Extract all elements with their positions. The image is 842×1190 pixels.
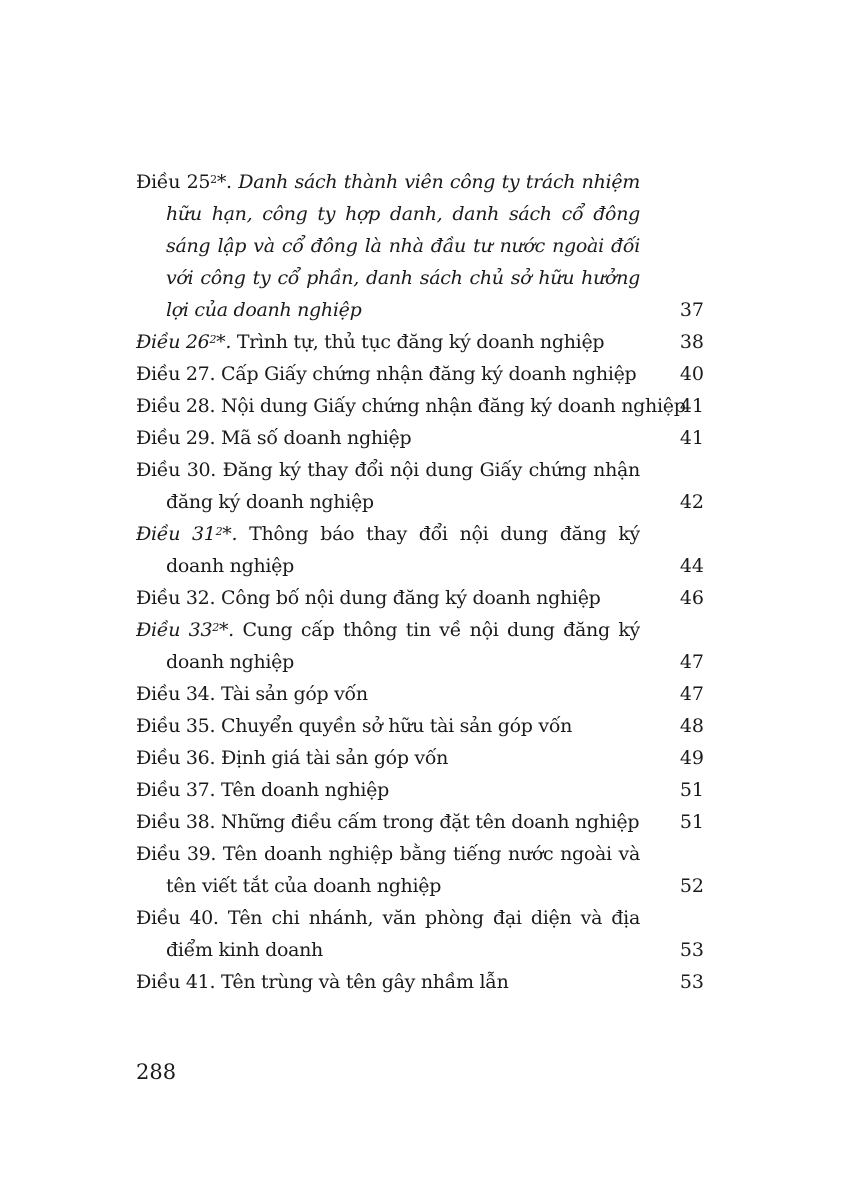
article-title: Cung cấp thông tin về nội dung đăng ký	[242, 619, 640, 641]
article-suffix: *.	[222, 523, 238, 545]
toc-entry	[136, 966, 704, 998]
article-label	[136, 395, 215, 417]
article-suffix: *.	[216, 171, 232, 193]
article-number: Điều 39.	[136, 843, 217, 865]
article-label	[136, 779, 215, 801]
article-title: Trình tự, thủ tục đăng ký doanh nghiệp	[236, 331, 605, 353]
article-label	[136, 747, 215, 769]
toc-entry-line	[136, 262, 640, 294]
table-of-contents	[136, 166, 704, 998]
toc-page-number: 44	[679, 555, 704, 577]
toc-entry-line	[136, 390, 704, 422]
toc-page-number: 52	[679, 875, 704, 897]
toc-page-number: 51	[679, 779, 704, 801]
article-title: doanh nghiệp	[166, 651, 294, 673]
article-title: doanh nghiệp	[166, 555, 294, 577]
article-number: Điều 41.	[136, 971, 216, 993]
toc-entry-line	[136, 294, 704, 326]
toc-entry	[136, 390, 704, 422]
article-title: Tên doanh nghiệp	[220, 779, 389, 801]
toc-entry-line	[136, 870, 704, 902]
toc-page-number: 46	[679, 587, 704, 609]
article-number: Điều 25	[136, 171, 211, 193]
toc-page-number: 38	[679, 331, 704, 353]
toc-entry-line	[136, 582, 704, 614]
article-label	[136, 459, 216, 481]
article-superscript: 2	[212, 621, 219, 634]
article-title: Nội dung Giấy chứng nhận đăng ký doanh nghiệp	[220, 395, 686, 417]
article-number: Điều 27.	[136, 363, 216, 385]
article-number: Điều 29.	[136, 427, 216, 449]
toc-page-number: 37	[679, 299, 704, 321]
toc-page-number: 48	[679, 715, 704, 737]
article-superscript: 2	[210, 173, 217, 186]
article-label	[136, 683, 215, 705]
toc-entry-line	[136, 678, 704, 710]
toc-entry-line	[136, 230, 640, 262]
toc-page-number: 51	[679, 811, 704, 833]
article-label	[136, 427, 215, 449]
toc-entry-line	[136, 422, 704, 454]
article-number: Điều 35.	[136, 715, 216, 737]
article-title: sáng lập và cổ đông là nhà đầu tư nước ngoài đối	[166, 235, 640, 257]
article-label	[136, 587, 215, 609]
article-label	[136, 715, 215, 737]
toc-entry	[136, 614, 704, 678]
article-label	[136, 971, 215, 993]
toc-entry	[136, 582, 704, 614]
article-title: Tài sản góp vốn	[220, 683, 368, 705]
article-number: Điều 32.	[136, 587, 216, 609]
article-title: hữu hạn, công ty hợp danh, danh sách cổ đông	[166, 203, 640, 225]
page-number: 288	[136, 1060, 177, 1084]
toc-entry-line	[136, 838, 640, 870]
article-label	[136, 171, 232, 193]
toc-page-number: 47	[679, 683, 704, 705]
toc-entry	[136, 742, 704, 774]
toc-page-number: 53	[679, 971, 704, 993]
article-suffix: *.	[216, 331, 232, 353]
toc-entry	[136, 326, 704, 358]
article-number: Điều 30.	[136, 459, 217, 481]
article-label	[136, 331, 231, 353]
article-title: Mã số doanh nghiệp	[220, 427, 412, 449]
article-number: Điều 37.	[136, 779, 216, 801]
toc-entry	[136, 166, 704, 326]
article-number: Điều 28.	[136, 395, 216, 417]
article-title: Tên doanh nghiệp bằng tiếng nước ngoài và	[222, 843, 640, 865]
toc-entry	[136, 422, 704, 454]
article-label	[136, 523, 237, 545]
toc-entry-line	[136, 358, 704, 390]
article-title: Cấp Giấy chứng nhận đăng ký doanh nghiệp	[220, 363, 637, 385]
article-title: Danh sách thành viên công ty trách nhiệm	[238, 171, 640, 193]
toc-entry-line	[136, 326, 704, 358]
toc-page-number: 53	[679, 939, 704, 961]
article-title: Tên chi nhánh, văn phòng đại diện và địa	[227, 907, 640, 929]
article-label	[136, 811, 215, 833]
toc-entry	[136, 838, 704, 902]
article-title: lợi của doanh nghiệp	[166, 299, 362, 321]
article-title: điểm kinh doanh	[166, 939, 323, 961]
article-suffix: *.	[218, 619, 234, 641]
toc-entry-line	[136, 486, 704, 518]
article-number: Điều 40.	[136, 907, 219, 929]
article-number: Điều 38.	[136, 811, 216, 833]
toc-entry-line	[136, 550, 704, 582]
toc-entry-line	[136, 614, 640, 646]
article-title: Đăng ký thay đổi nội dung Giấy chứng nhận	[222, 459, 640, 481]
toc-entry	[136, 678, 704, 710]
article-number: Điều 34.	[136, 683, 216, 705]
toc-entry	[136, 518, 704, 582]
toc-entry-line	[136, 518, 640, 550]
article-title: với công ty cổ phần, danh sách chủ sở hữu hưởng	[166, 267, 640, 289]
toc-entry	[136, 454, 704, 518]
toc-entry-line	[136, 646, 704, 678]
toc-entry-line	[136, 774, 704, 806]
article-number: Điều 26	[136, 331, 210, 353]
toc-entry	[136, 902, 704, 966]
article-number: Điều 36.	[136, 747, 216, 769]
article-title: đăng ký doanh nghiệp	[166, 491, 374, 513]
toc-entry	[136, 806, 704, 838]
article-title: Định giá tài sản góp vốn	[220, 747, 449, 769]
toc-entry	[136, 774, 704, 806]
toc-page-number: 41	[679, 427, 704, 449]
article-title: Chuyển quyền sở hữu tài sản góp vốn	[220, 715, 573, 737]
article-title: Công bố nội dung đăng ký doanh nghiệp	[220, 587, 601, 609]
toc-entry	[136, 358, 704, 390]
toc-entry-line	[136, 710, 704, 742]
toc-page-number: 47	[679, 651, 704, 673]
toc-entry	[136, 710, 704, 742]
article-superscript: 2	[215, 525, 223, 538]
toc-page-number: 49	[679, 747, 704, 769]
article-label	[136, 363, 215, 385]
toc-page-number: 41	[679, 395, 704, 417]
toc-entry-line	[136, 742, 704, 774]
toc-page-number: 42	[679, 491, 704, 513]
toc-entry-line	[136, 166, 640, 198]
article-label	[136, 907, 219, 929]
toc-entry-line	[136, 902, 640, 934]
article-superscript: 2	[209, 333, 217, 346]
article-label	[136, 619, 234, 641]
article-title: tên viết tắt của doanh nghiệp	[166, 875, 442, 897]
toc-entry-line	[136, 966, 704, 998]
article-number: Điều 31	[136, 523, 216, 545]
toc-entry-line	[136, 934, 704, 966]
article-title: Những điều cấm trong đặt tên doanh nghiệp	[220, 811, 640, 833]
article-number: Điều 33	[136, 619, 213, 641]
article-title: Tên trùng và tên gây nhầm lẫn	[220, 971, 509, 993]
toc-entry-line	[136, 806, 704, 838]
toc-entry-line	[136, 454, 640, 486]
toc-page-number: 40	[679, 363, 704, 385]
article-label	[136, 843, 216, 865]
article-title: Thông báo thay đổi nội dung đăng ký	[249, 523, 640, 545]
toc-entry-line	[136, 198, 640, 230]
